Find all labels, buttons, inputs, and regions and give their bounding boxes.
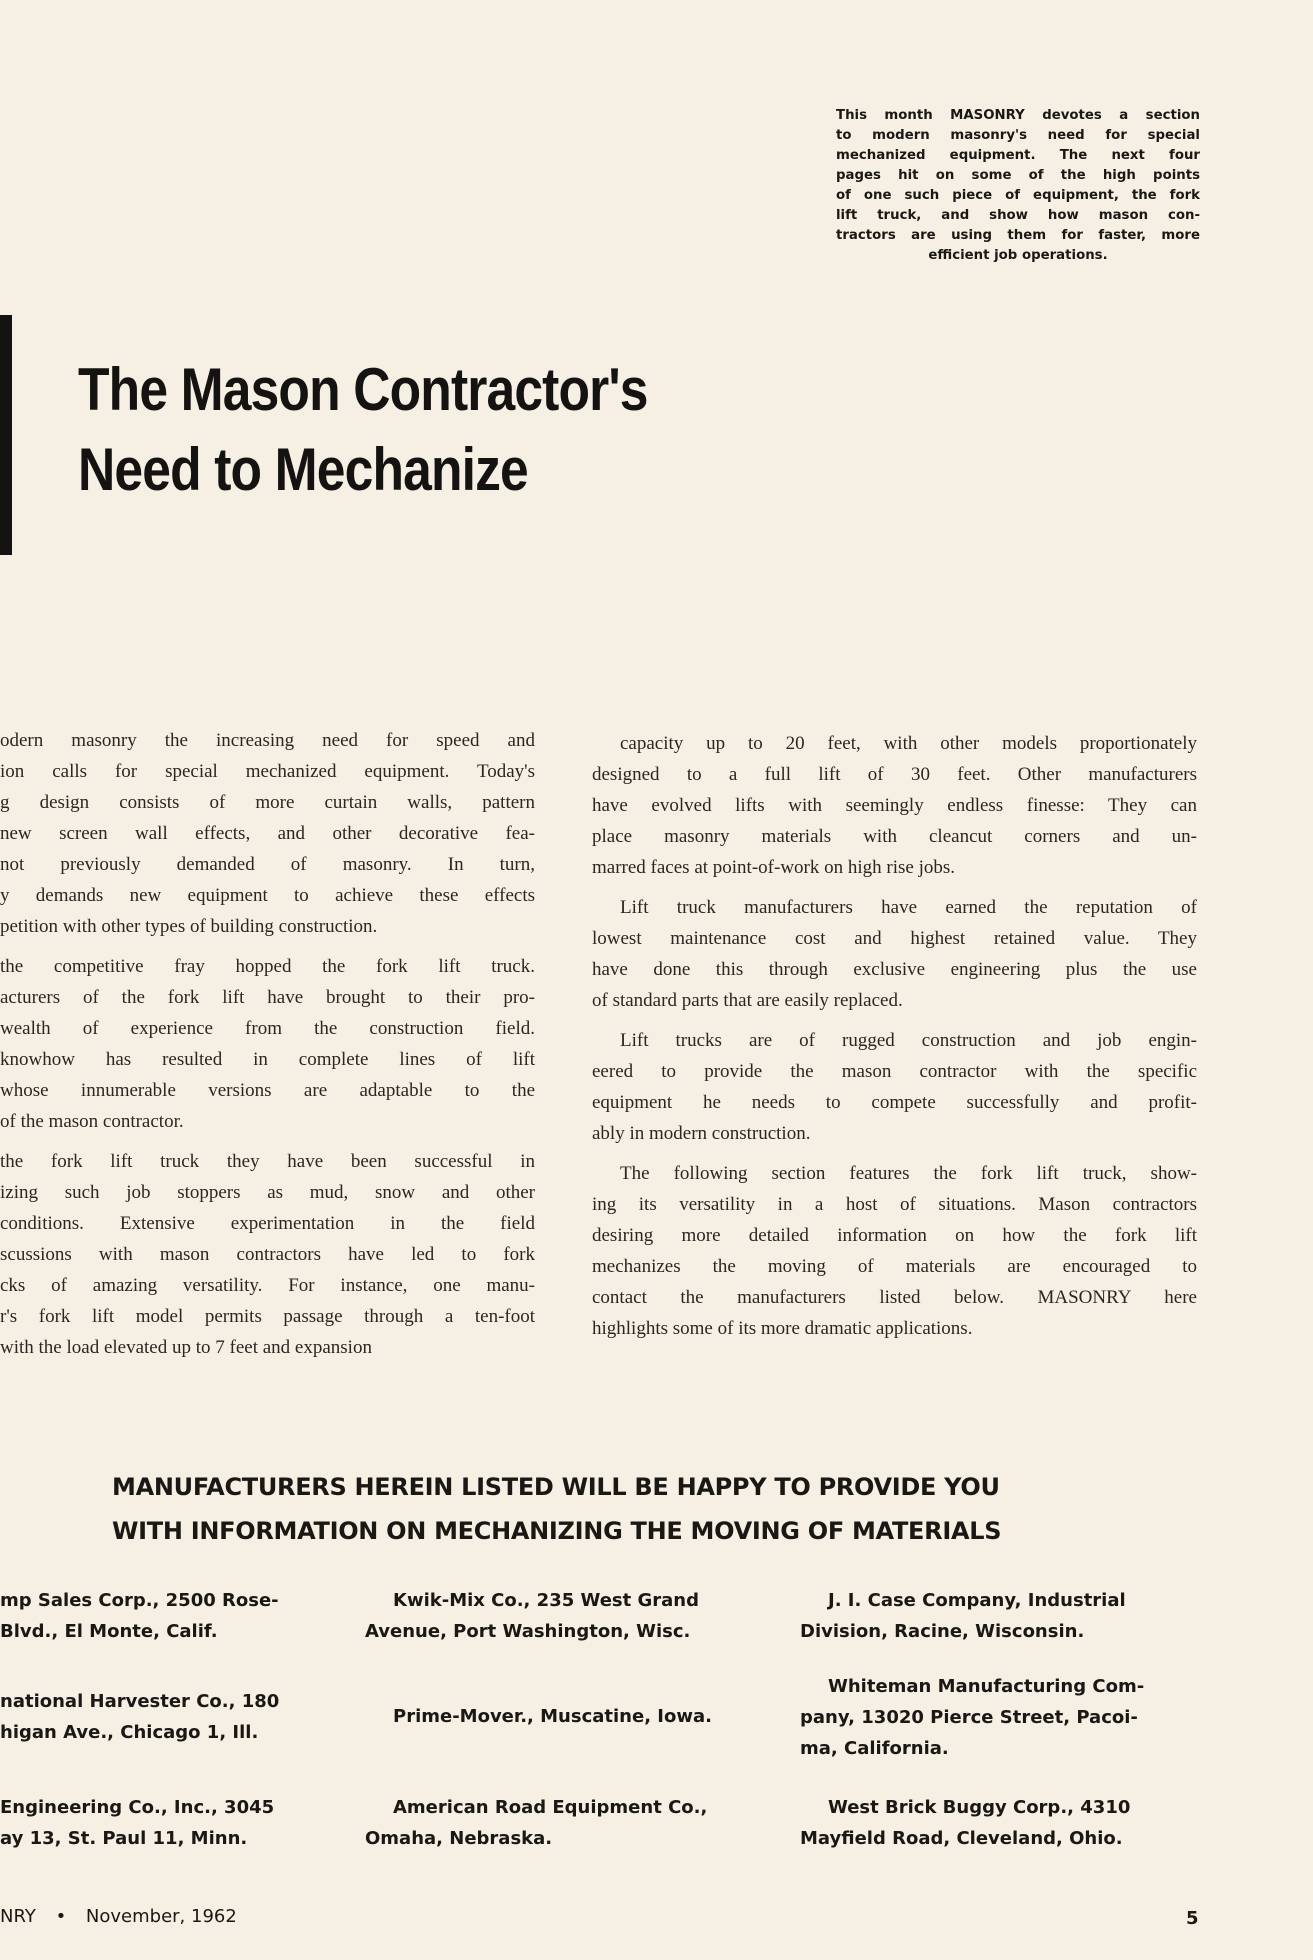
entry-line: mp Sales Corp., 2500 Rose- (0, 1590, 279, 1611)
text-line: ing its versatility in a host of situations. Mason contractors (592, 1194, 1197, 1215)
manufacturer-entry (800, 1585, 1192, 1647)
intro-line: mechanized equipment. The next four (836, 148, 1200, 163)
text-line: izing such job stoppers as mud, snow and other (0, 1182, 535, 1203)
intro-line: of one such piece of equipment, the fork (836, 188, 1200, 203)
right-column (592, 728, 1197, 1353)
intro-line: efficient job operations. (928, 248, 1108, 263)
title-line: The Mason Contractor's (78, 356, 648, 423)
text-line: r's fork lift model permits passage through a ten-foot (0, 1306, 535, 1327)
entry-line: Kwik-Mix Co., 235 West Grand (393, 1590, 700, 1611)
text-line: Lift truck manufacturers have earned the reputation of (620, 897, 1197, 918)
text-line: acturers of the fork lift have brought to their pro- (0, 987, 535, 1008)
text-line: mechanizes the moving of materials are encouraged to (592, 1256, 1197, 1277)
issue-date: November, 1962 (85, 1906, 237, 1927)
entry-line: West Brick Buggy Corp., 4310 (828, 1797, 1131, 1818)
text-line: of standard parts that are easily replaced. (592, 990, 903, 1011)
manufacturer-entry (365, 1792, 755, 1854)
entry-line: higan Ave., Chicago 1, Ill. (0, 1722, 259, 1743)
text-line: have evolved lifts with seemingly endless finesse: They can (592, 795, 1197, 816)
footer (0, 1906, 237, 1927)
entry-line: Whiteman Manufacturing Com- (828, 1676, 1145, 1697)
text-line: the competitive fray hopped the fork lift truck. (0, 956, 535, 977)
entry-line: Blvd., El Monte, Calif. (0, 1621, 218, 1642)
title-accent-bar (0, 315, 12, 555)
text-line: cks of amazing versatility. For instance, one manu- (0, 1275, 535, 1296)
entry-line: American Road Equipment Co., (393, 1797, 708, 1818)
entry-line: national Harvester Co., 180 (0, 1691, 280, 1712)
paragraph (0, 725, 535, 942)
text-line: with the load elevated up to 7 feet and expansion (0, 1337, 372, 1358)
text-line: petition with other types of building construction. (0, 916, 378, 937)
text-line: equipment he needs to compete successfully and profit- (592, 1092, 1197, 1113)
paragraph (592, 892, 1197, 1016)
text-line: ably in modern construction. (592, 1123, 811, 1144)
left-column (0, 725, 535, 1372)
manufacturer-entry (365, 1585, 755, 1647)
text-line: wealth of experience from the construction field. (0, 1018, 535, 1039)
text-line: eered to provide the mason contractor with the specific (592, 1061, 1197, 1082)
text-line: not previously demanded of masonry. In turn, (0, 854, 535, 875)
text-line: capacity up to 20 feet, with other models proportionately (620, 733, 1197, 754)
entry-line: Engineering Co., Inc., 3045 (0, 1797, 275, 1818)
paragraph (592, 1158, 1197, 1344)
entry-line: Prime-Mover., Muscatine, Iowa. (393, 1706, 712, 1727)
paragraph (592, 1025, 1197, 1149)
text-line: odern masonry the increasing need for speed and (0, 730, 535, 751)
text-line: designed to a full lift of 30 feet. Other manufacturers (592, 764, 1197, 785)
manufacturer-entry (365, 1701, 755, 1732)
manufacturer-entry (0, 1686, 322, 1748)
title-line: Need to Mechanize (78, 436, 528, 503)
text-line: the fork lift truck they have been successful in (0, 1151, 535, 1172)
text-line: desiring more detailed information on how the fork lift (592, 1225, 1197, 1246)
entry-line: Omaha, Nebraska. (365, 1828, 553, 1849)
text-line: g design consists of more curtain walls, pattern (0, 792, 535, 813)
manufacturers-heading (112, 1465, 1001, 1553)
text-line: have done this through exclusive engineering plus the use (592, 959, 1197, 980)
paragraph (0, 1146, 535, 1363)
text-line: lowest maintenance cost and highest retained value. They (592, 928, 1197, 949)
paragraph (592, 728, 1197, 883)
text-line: scussions with mason contractors have led to fork (0, 1244, 535, 1265)
bullet-separator: • (55, 1906, 67, 1927)
entry-line: Mayfield Road, Cleveland, Ohio. (800, 1828, 1123, 1849)
text-line: knowhow has resulted in complete lines of lift (0, 1049, 535, 1070)
text-line: ion calls for special mechanized equipment. Today's (0, 761, 535, 782)
paragraph (0, 951, 535, 1137)
intro-line: This month MASONRY devotes a section (836, 108, 1200, 123)
intro-line: pages hit on some of the high points (836, 168, 1200, 183)
text-line: new screen wall effects, and other decorative fea- (0, 823, 535, 844)
entry-line: ma, California. (800, 1738, 949, 1759)
manufacturer-entry (0, 1585, 322, 1647)
intro-blurb (836, 106, 1200, 266)
text-line: highlights some of its more dramatic applications. (592, 1318, 973, 1339)
entry-line: Division, Racine, Wisconsin. (800, 1621, 1085, 1642)
text-line: place masonry materials with cleancut corners and un- (592, 826, 1197, 847)
intro-line: to modern masonry's need for special (836, 128, 1200, 143)
page-title (78, 350, 648, 510)
entry-line: Avenue, Port Washington, Wisc. (365, 1621, 691, 1642)
text-line: y demands new equipment to achieve these effects (0, 885, 535, 906)
manufacturer-entry (800, 1792, 1192, 1854)
text-line: Lift trucks are of rugged construction and job engin- (620, 1030, 1197, 1051)
publication-name: NRY (0, 1906, 36, 1927)
entry-line: ay 13, St. Paul 11, Minn. (0, 1828, 248, 1849)
entry-line: J. I. Case Company, Industrial (828, 1590, 1126, 1611)
text-line: of the mason contractor. (0, 1111, 184, 1132)
heading-line: WITH INFORMATION ON MECHANIZING THE MOVING OF MATERIALS (112, 1517, 1002, 1545)
text-line: contact the manufacturers listed below. MASONRY here (592, 1287, 1197, 1308)
text-line: conditions. Extensive experimentation in the field (0, 1213, 535, 1234)
text-line: whose innumerable versions are adaptable to the (0, 1080, 535, 1101)
text-line: marred faces at point-of-work on high rise jobs. (592, 857, 956, 878)
intro-line: tractors are using them for faster, more (836, 228, 1200, 243)
entry-line: pany, 13020 Pierce Street, Pacoi- (800, 1707, 1138, 1728)
intro-line: lift truck, and show how mason con- (836, 208, 1200, 223)
manufacturer-entry (0, 1792, 322, 1854)
heading-line: MANUFACTURERS HEREIN LISTED WILL BE HAPPY TO PROVIDE YOU (112, 1473, 1000, 1501)
page-number: 5 (1186, 1908, 1199, 1929)
text-line: The following section features the fork lift truck, show- (620, 1163, 1197, 1184)
manufacturer-entry (800, 1671, 1192, 1764)
